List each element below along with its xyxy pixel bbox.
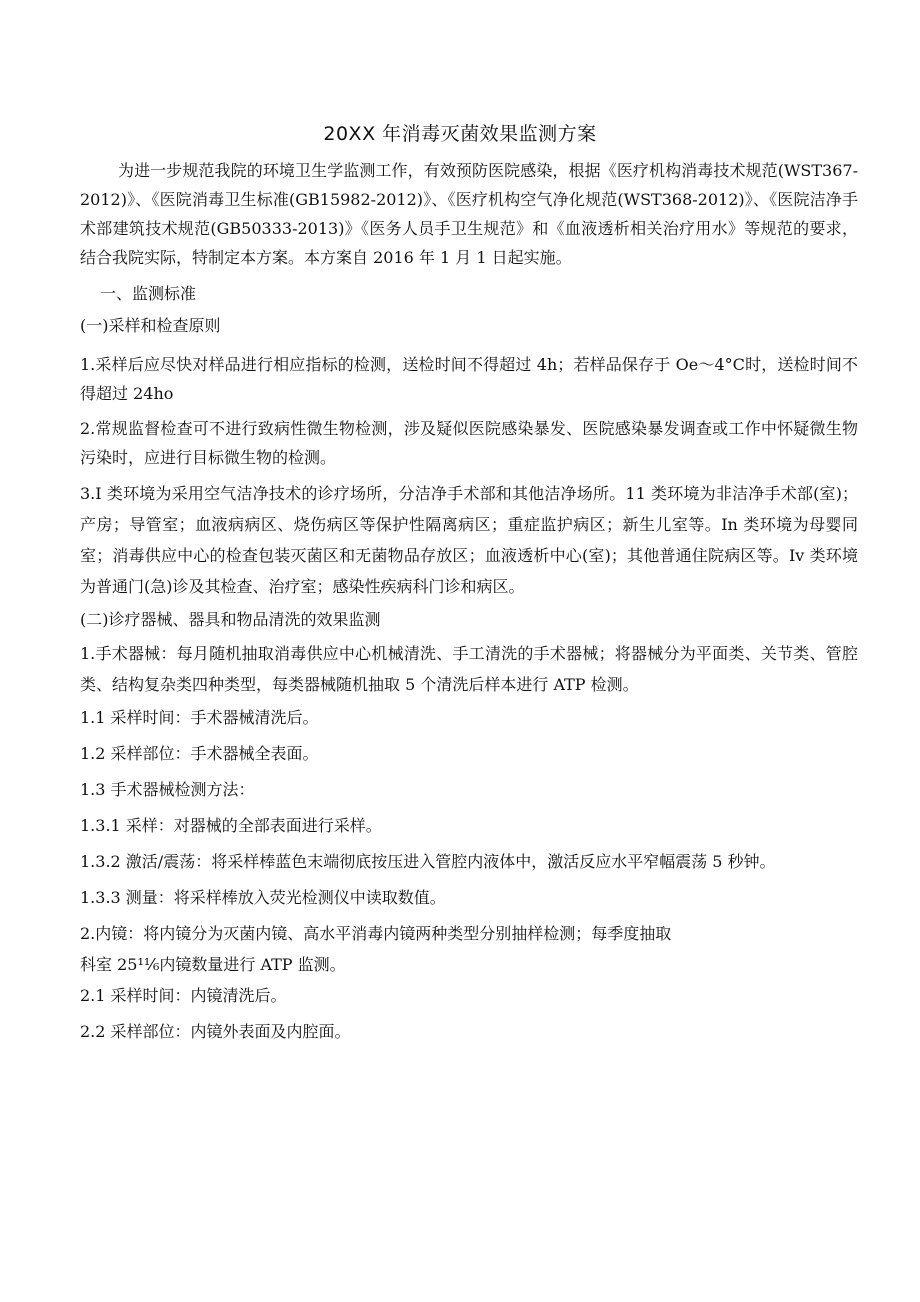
paragraph-1-3-3: 1.3.3 测量：将采样棒放入荧光检测仪中读取数值。 xyxy=(80,888,446,907)
paragraph-environment-classes: 3.I 类环境为采用空气洁净技术的诊疗场所，分洁净手术部和其他洁净场所。11 类环境为非洁净手术部(室)；产房；导管室；血液病病区、烧伤病区等保护性隔离病区；重症监护病区；新生儿室等。In 类环境为母婴同室；消毒供应中心的检查包装灭菌区和无菌物品存放区；血液透析中心(室)；其他普通住院病区等。Iv 类环境为普通门(急)诊及其检查、治疗室；感染性疾病科门诊和病区。 xyxy=(80,484,858,596)
document-body xyxy=(80,156,858,1050)
paragraph-1-1: 1.1 采样时间：手术器械清洗后。 xyxy=(80,708,319,727)
paragraph-1-2: 1.2 采样部位：手术器械全表面。 xyxy=(80,744,319,763)
paragraph-endoscope: 2.内镜：将内镜分为灭菌内镜、高水平消毒内镜两种类型分别抽样检测；每季度抽取 xyxy=(80,924,672,943)
section-heading-1: 一、监测标准 xyxy=(100,284,197,303)
subsection-heading-1: (一)采样和检查原则 xyxy=(80,316,221,335)
paragraph-2-1: 2.1 采样时间：内镜清洗后。 xyxy=(80,986,287,1005)
paragraph-sampling-2: 2.常规监督检查可不进行致病性微生物检测，涉及疑似医院感染暴发、医院感染暴发调查或工作中怀疑微生物污染时，应进行目标微生物的检测。 xyxy=(80,419,858,467)
paragraph-sampling-1: 1.采样后应尽快对样品进行相应指标的检测，送检时间不得超过 4h；若样品保存于 Oe～4°C时，送检时间不得超过 24ho xyxy=(80,355,858,403)
paragraph-endoscope-cont: 科室 25¹¹⁄₆内镜数量进行 ATP 监测。 xyxy=(80,955,346,974)
paragraph-2-2: 2.2 采样部位：内镜外表面及内腔面。 xyxy=(80,1022,351,1041)
paragraph-surgical-instruments: 1.手术器械：每月随机抽取消毒供应中心机械清洗、手工清洗的手术器械；将器械分为平面类、关节类、管腔类、结构复杂类四种类型，每类器械随机抽取 5 个清洗后样本进行 ATP 检测。 xyxy=(80,644,858,694)
subsection-heading-2: (二)诊疗器械、器具和物品清洗的效果监测 xyxy=(80,610,381,629)
paragraph-1-3-2: 1.3.2 激活/震荡：将采样棒蓝色末端彻底按压进入管腔内液体中，激活反应水平窄幅震荡 5 秒钟。 xyxy=(80,852,776,871)
paragraph-1-3: 1.3 手术器械检测方法： xyxy=(80,780,255,799)
intro-paragraph: 为进一步规范我院的环境卫生学监测工作，有效预防医院感染，根据《医疗机构消毒技术规范(WST367-2012)》、《医院消毒卫生标准(GB15982-2012)》、《医疗机构空气净化规范(WST368-2012)》、《医院洁净手术部建筑技术规范(GB50333-2013)》《医务人员手卫生规范》和《血液透析相关治疗用水》等规范的要求，结合我院实际，特制定本方案。本方案自 2016 年 1 月 1 日起实施。 xyxy=(80,161,858,267)
document-title: 20XX 年消毒灭菌效果监测方案 xyxy=(323,123,597,145)
paragraph-1-3-1: 1.3.1 采样：对器械的全部表面进行采样。 xyxy=(80,816,382,835)
